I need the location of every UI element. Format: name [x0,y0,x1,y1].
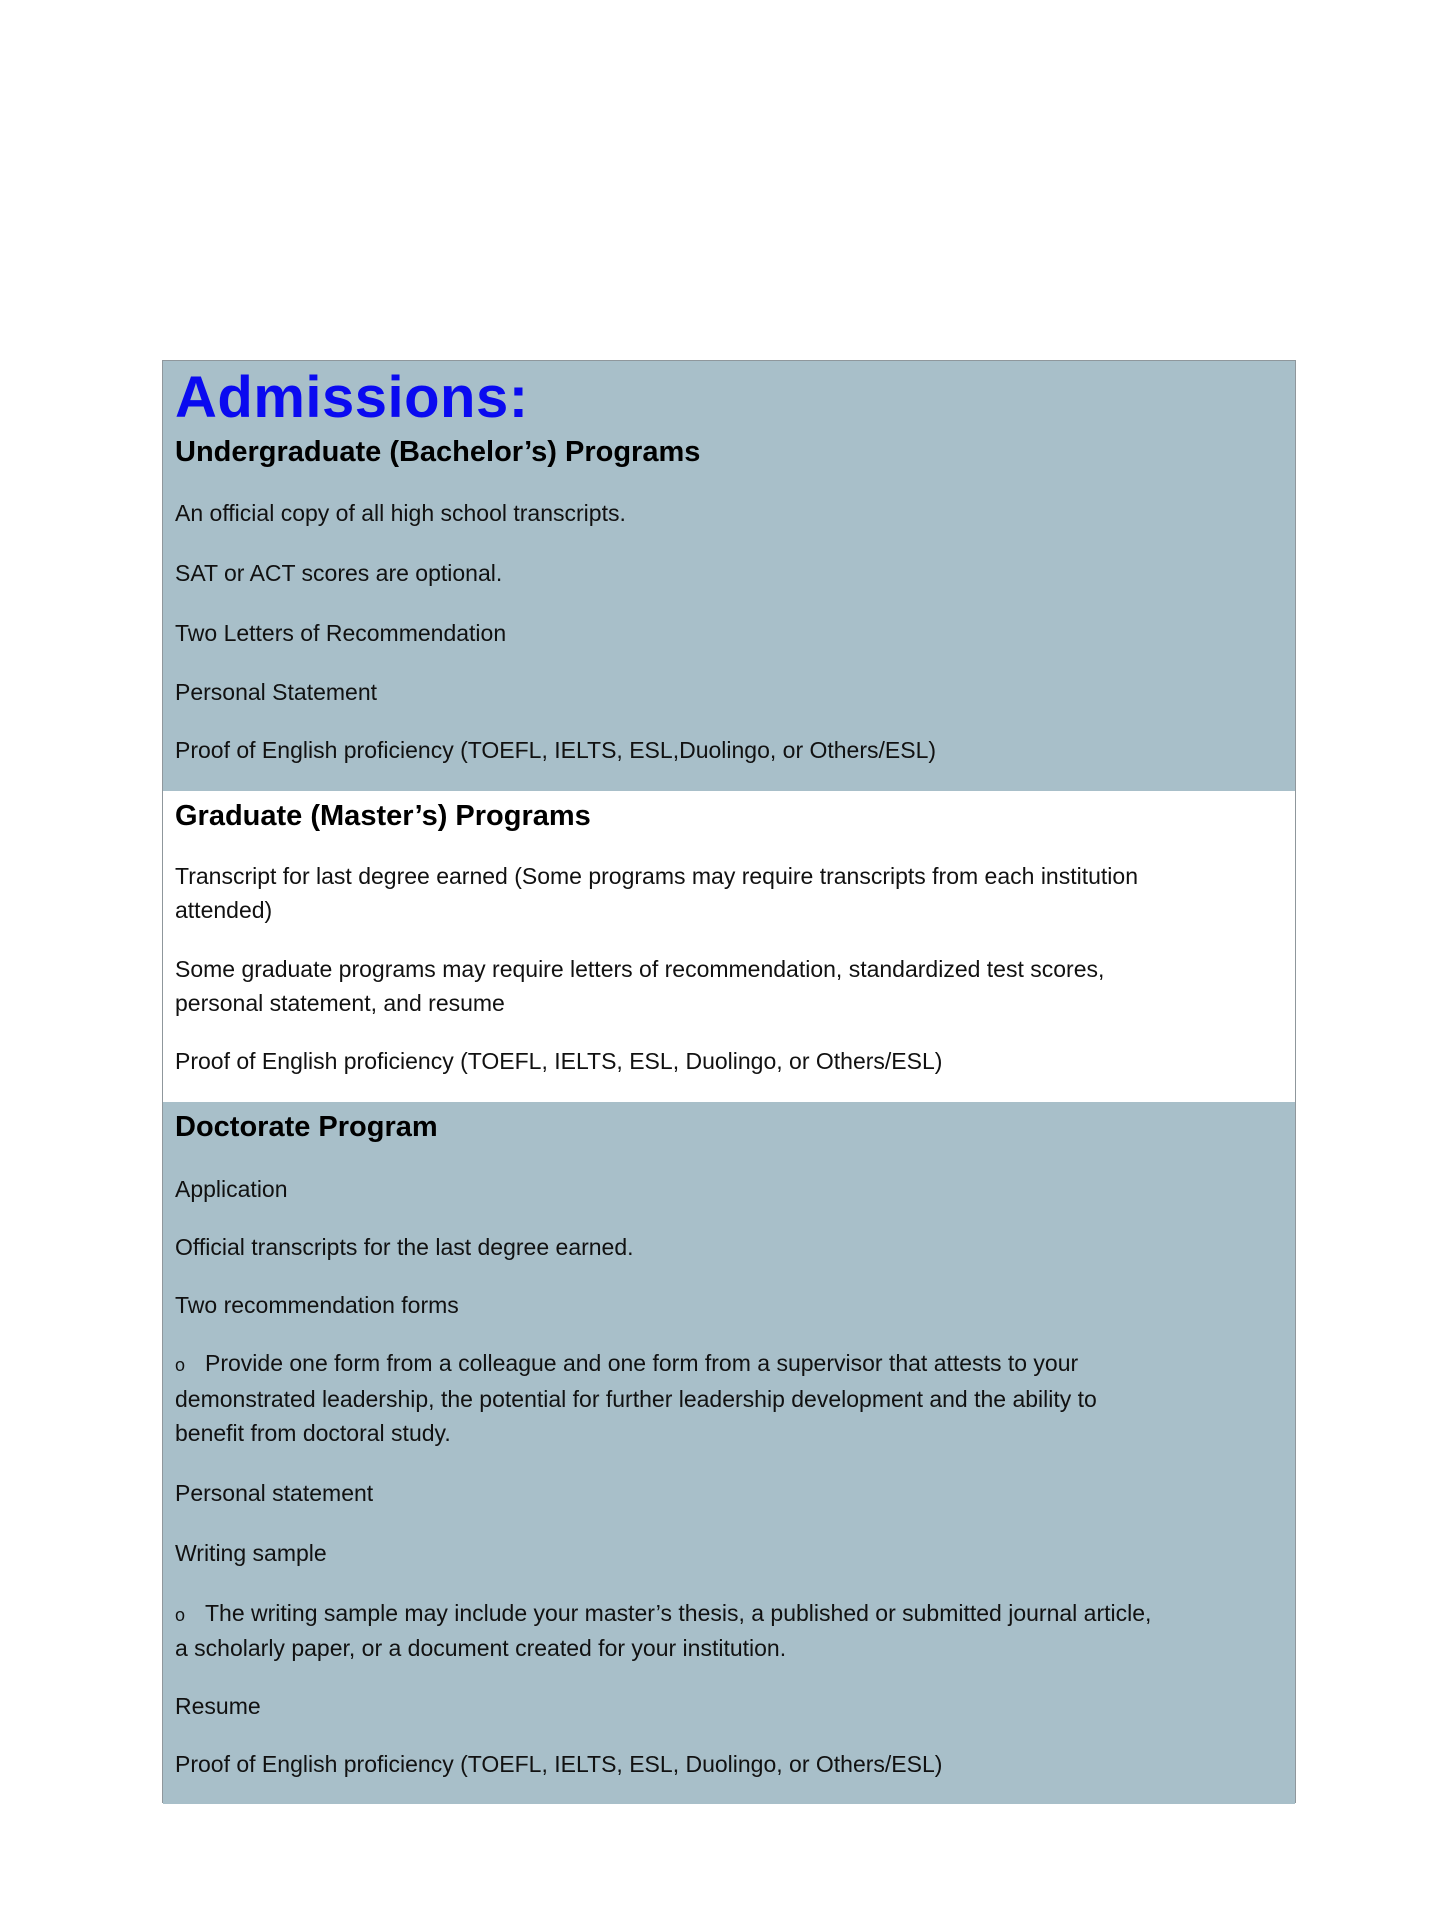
undergraduate-item: SAT or ACT scores are optional. [175,560,503,586]
doctorate-item: Application [175,1176,288,1202]
doctorate-subitem: o The writing sample may include your master’s thesis, a published or submitted journal article, [175,1600,1152,1626]
doctorate-section [163,1102,1295,1804]
doctorate-subitem-continued: a scholarly paper, or a document created for your institution. [175,1635,787,1661]
graduate-item: Transcript for last degree earned (Some programs may require transcripts from each institution [175,863,1138,889]
undergraduate-item: Proof of English proficiency (TOEFL, IELTS, ESL,Duolingo, or Others/ESL) [175,737,937,763]
doctorate-item: Official transcripts for the last degree earned. [175,1234,634,1260]
hollow-bullet-icon: o [175,1355,186,1375]
undergraduate-item: Personal Statement [175,679,378,705]
graduate-section [163,791,1295,1102]
graduate-item: Proof of English proficiency (TOEFL, IELTS, ESL, Duolingo, or Others/ESL) [175,1048,943,1074]
doctorate-subitem: o Provide one form from a colleague and one form from a supervisor that attests to your [175,1350,1079,1376]
doctorate-item: Two recommendation forms [175,1292,459,1318]
doctorate-item: Writing sample [175,1540,327,1566]
graduate-item-continued: personal statement, and resume [175,990,505,1016]
doctorate-heading: Doctorate Program [175,1111,438,1143]
graduate-item: Some graduate programs may require letters of recommendation, standardized test scores, [175,956,1105,982]
graduate-item-continued: attended) [175,897,273,923]
graduate-heading: Graduate (Master’s) Programs [175,800,591,832]
page-title: Admissions: [175,365,529,430]
doctorate-item: Proof of English proficiency (TOEFL, IELTS, ESL, Duolingo, or Others/ESL) [175,1751,943,1777]
undergraduate-section [163,361,1295,791]
hollow-bullet-icon: o [175,1605,186,1625]
doctorate-subitem-continued: demonstrated leadership, the potential for further leadership development and the ability to [175,1386,1097,1412]
doctorate-item: Personal statement [175,1480,374,1506]
undergraduate-heading: Undergraduate (Bachelor’s) Programs [175,436,701,468]
undergraduate-item: Two Letters of Recommendation [175,620,507,646]
doctorate-item: Resume [175,1693,261,1719]
undergraduate-item: An official copy of all high school transcripts. [175,500,626,526]
doctorate-subitem-continued: benefit from doctoral study. [175,1420,451,1446]
admissions-box [162,360,1296,1803]
